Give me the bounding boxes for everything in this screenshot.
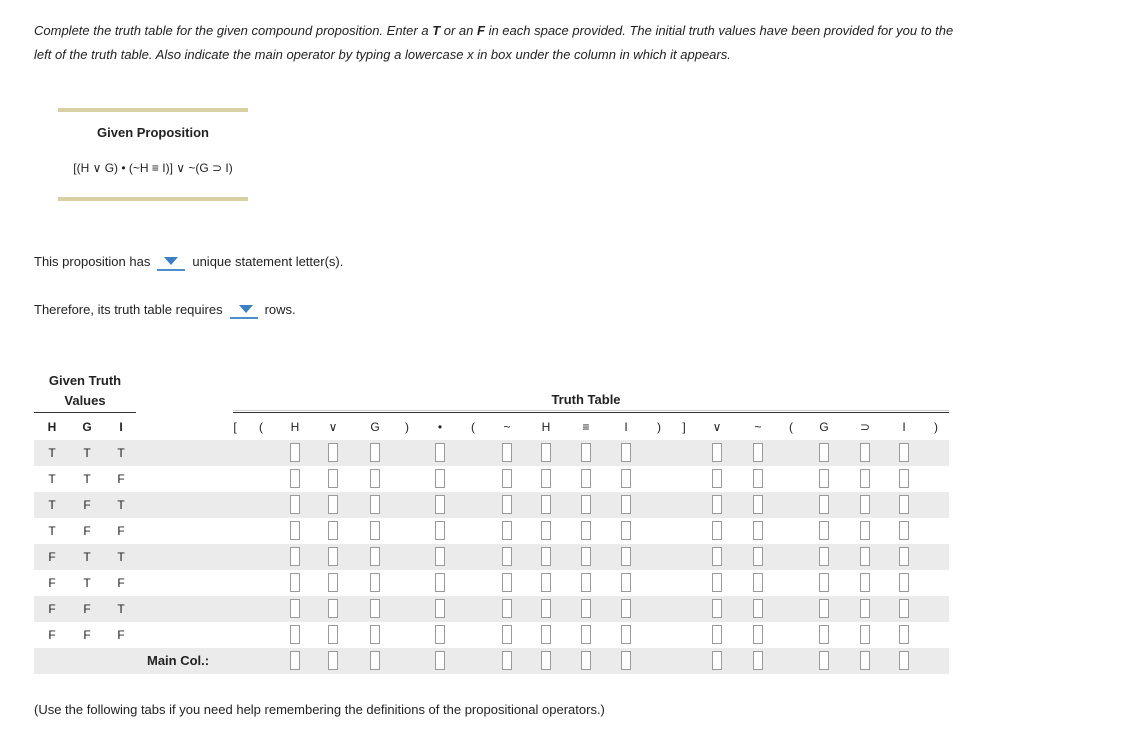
truth-value-input-box[interactable] [819, 547, 829, 566]
truth-table-symbol: ( [259, 420, 263, 434]
truth-value-input-box[interactable] [541, 573, 551, 592]
truth-value-input-box[interactable] [899, 521, 909, 540]
truth-value-input-box[interactable] [621, 443, 631, 462]
truth-value-input-box[interactable] [860, 547, 870, 566]
main-col-input-box[interactable] [621, 651, 631, 670]
truth-value-input-box[interactable] [581, 625, 591, 644]
truth-table-symbol: H [290, 420, 300, 434]
table-row [34, 492, 949, 518]
truth-value-input-box[interactable] [290, 573, 300, 592]
question-letters [34, 253, 343, 269]
given-value: F [117, 576, 125, 590]
given-value: F [83, 498, 91, 512]
table-row [34, 596, 949, 622]
main-col-input-box[interactable] [541, 651, 551, 670]
truth-table-symbol: ~ [754, 420, 762, 434]
main-col-input-box[interactable] [290, 651, 300, 670]
truth-value-input-box[interactable] [435, 521, 445, 540]
given-value: T [48, 524, 56, 538]
truth-value-input-box[interactable] [621, 469, 631, 488]
truth-value-input-box[interactable] [581, 599, 591, 618]
given-value: T [117, 550, 125, 564]
truth-value-input-box[interactable] [753, 443, 763, 462]
question-rows [34, 301, 296, 317]
table-row [34, 570, 949, 596]
truth-value-input-box[interactable] [753, 521, 763, 540]
truth-value-input-box[interactable] [753, 625, 763, 644]
truth-value-input-box[interactable] [502, 573, 512, 592]
given-value: F [48, 602, 56, 616]
truth-value-input-box[interactable] [502, 547, 512, 566]
truth-value-input-box[interactable] [712, 521, 722, 540]
truth-value-input-box[interactable] [860, 469, 870, 488]
truth-value-input-box[interactable] [370, 521, 380, 540]
main-col-input-box[interactable] [899, 651, 909, 670]
table-row [34, 466, 949, 492]
given-value: T [48, 498, 56, 512]
truth-value-input-box[interactable] [621, 495, 631, 514]
truth-value-input-box[interactable] [502, 495, 512, 514]
truth-table-symbol: ⊃ [859, 420, 871, 434]
truth-value-input-box[interactable] [290, 547, 300, 566]
truth-value-input-box[interactable] [581, 573, 591, 592]
truth-value-input-box[interactable] [328, 547, 338, 566]
given-value: T [117, 498, 125, 512]
truth-value-input-box[interactable] [712, 443, 722, 462]
main-col-input-box[interactable] [819, 651, 829, 670]
given-value: T [83, 472, 91, 486]
truth-value-input-box[interactable] [328, 599, 338, 618]
truth-value-input-box[interactable] [328, 573, 338, 592]
truth-value-input-box[interactable] [712, 599, 722, 618]
truth-value-input-box[interactable] [753, 495, 763, 514]
truth-value-input-box[interactable] [435, 547, 445, 566]
truth-value-input-box[interactable] [860, 625, 870, 644]
truth-value-input-box[interactable] [899, 599, 909, 618]
truth-value-input-box[interactable] [899, 547, 909, 566]
truth-table-symbol: ∨ [712, 420, 722, 434]
truth-value-input-box[interactable] [502, 443, 512, 462]
truth-value-input-box[interactable] [541, 625, 551, 644]
truth-value-input-box[interactable] [753, 573, 763, 592]
question-letters-before: This proposition has [34, 253, 151, 269]
given-value: T [83, 576, 91, 590]
truth-value-input-box[interactable] [860, 521, 870, 540]
truth-value-input-box[interactable] [541, 469, 551, 488]
truth-value-input-box[interactable] [370, 547, 380, 566]
given-truth-title-line2: Values [64, 393, 106, 408]
instructions-part1: Complete the truth table for the given compound proposition. Enter a [34, 23, 433, 38]
truth-table-symbol: • [437, 420, 443, 434]
given-value: F [48, 576, 56, 590]
truth-value-input-box[interactable] [819, 573, 829, 592]
main-col-input-box[interactable] [753, 651, 763, 670]
given-proposition-panel [58, 108, 248, 201]
given-column-header: H [47, 420, 57, 434]
truth-value-input-box[interactable] [899, 495, 909, 514]
truth-value-input-box[interactable] [860, 443, 870, 462]
question-rows-after: rows. [264, 301, 296, 317]
given-value: F [83, 602, 91, 616]
truth-value-input-box[interactable] [328, 625, 338, 644]
truth-value-input-box[interactable] [899, 443, 909, 462]
truth-table-symbol: ≡ [582, 420, 590, 434]
truth-value-input-box[interactable] [370, 495, 380, 514]
truth-value-input-box[interactable] [328, 521, 338, 540]
given-value: F [117, 524, 125, 538]
truth-value-input-box[interactable] [899, 573, 909, 592]
main-col-input-box[interactable] [860, 651, 870, 670]
given-value: T [83, 550, 91, 564]
truth-value-input-box[interactable] [502, 599, 512, 618]
truth-value-input-box[interactable] [370, 573, 380, 592]
truth-value-input-box[interactable] [819, 521, 829, 540]
instructions-part2: or an [440, 23, 477, 38]
truth-value-input-box[interactable] [712, 469, 722, 488]
truth-value-input-box[interactable] [860, 495, 870, 514]
table-row [34, 622, 949, 648]
given-value: F [117, 472, 125, 486]
given-value: F [83, 628, 91, 642]
truth-value-input-box[interactable] [712, 547, 722, 566]
truth-value-input-box[interactable] [712, 495, 722, 514]
given-column-header: G [82, 420, 92, 434]
truth-value-input-box[interactable] [502, 521, 512, 540]
truth-table-symbol: ~ [503, 420, 511, 434]
given-truth-header [34, 371, 136, 411]
truth-value-input-box[interactable] [290, 495, 300, 514]
truth-value-input-box[interactable] [712, 573, 722, 592]
main-col-input-box[interactable] [328, 651, 338, 670]
truth-value-input-box[interactable] [621, 547, 631, 566]
instructions-part3: in each space provided. The initial truth values have been provided for you to the left of the truth table. Also indicate the main operator by typing a lowercase x in box under the column in which it appears. [34, 23, 954, 62]
truth-value-input-box[interactable] [712, 625, 722, 644]
given-value: F [117, 628, 125, 642]
truth-value-input-box[interactable] [621, 521, 631, 540]
main-col-input-box[interactable] [581, 651, 591, 670]
truth-value-input-box[interactable] [290, 469, 300, 488]
truth-table-symbol: ( [471, 420, 475, 434]
truth-table-divider [233, 412, 949, 413]
truth-table-symbol: ) [934, 420, 938, 434]
given-value: T [48, 472, 56, 486]
given-truth-divider [34, 412, 136, 413]
truth-value-input-box[interactable] [435, 625, 445, 644]
truth-value-input-box[interactable] [819, 495, 829, 514]
truth-value-input-box[interactable] [581, 547, 591, 566]
main-col-input-box[interactable] [370, 651, 380, 670]
truth-value-input-box[interactable] [541, 443, 551, 462]
main-col-input-box[interactable] [502, 651, 512, 670]
truth-value-input-box[interactable] [290, 521, 300, 540]
truth-table-symbol: ] [682, 420, 686, 434]
truth-value-input-box[interactable] [541, 495, 551, 514]
truth-table-symbol: I [902, 420, 906, 434]
truth-value-input-box[interactable] [290, 443, 300, 462]
instructions-t: T [432, 23, 441, 38]
truth-table-divider-light [233, 410, 949, 411]
truth-value-input-box[interactable] [435, 599, 445, 618]
truth-value-input-box[interactable] [328, 469, 338, 488]
truth-table-symbol: ) [657, 420, 661, 434]
truth-value-input-box[interactable] [370, 469, 380, 488]
truth-value-input-box[interactable] [899, 625, 909, 644]
truth-value-input-box[interactable] [370, 443, 380, 462]
truth-value-input-box[interactable] [581, 521, 591, 540]
truth-value-input-box[interactable] [541, 521, 551, 540]
truth-value-input-box[interactable] [860, 573, 870, 592]
table-row [34, 518, 949, 544]
given-value: T [117, 602, 125, 616]
truth-value-input-box[interactable] [860, 599, 870, 618]
truth-value-input-box[interactable] [502, 469, 512, 488]
truth-value-input-box[interactable] [435, 443, 445, 462]
main-col-label: Main Col.: [147, 653, 210, 668]
question-rows-before: Therefore, its truth table requires [34, 301, 223, 317]
truth-value-input-box[interactable] [502, 625, 512, 644]
given-column-header: I [119, 420, 123, 434]
truth-value-input-box[interactable] [435, 573, 445, 592]
main-col-input-box[interactable] [712, 651, 722, 670]
truth-value-input-box[interactable] [621, 573, 631, 592]
truth-value-input-box[interactable] [581, 443, 591, 462]
truth-table-symbol: G [370, 420, 380, 434]
given-proposition-expression: [(H ∨ G) • (~H ≡ I)] ∨ ~(G ⊃ I) [73, 161, 233, 175]
truth-value-input-box[interactable] [370, 625, 380, 644]
given-value: T [83, 446, 91, 460]
truth-value-input-box[interactable] [753, 599, 763, 618]
table-row [34, 440, 949, 466]
rows-count-dropdown[interactable] [230, 303, 258, 319]
truth-table-symbol: [ [233, 420, 237, 434]
truth-table-symbol: ( [789, 420, 793, 434]
instructions [34, 19, 964, 67]
question-letters-after: unique statement letter(s). [192, 253, 344, 269]
truth-value-input-box[interactable] [753, 469, 763, 488]
truth-table-symbol: H [541, 420, 551, 434]
truth-value-input-box[interactable] [435, 495, 445, 514]
given-truth-title-line1: Given Truth [48, 373, 122, 388]
instructions-f: F [477, 23, 485, 38]
truth-table-title: Truth Table [551, 392, 621, 407]
table-row [34, 544, 949, 570]
truth-table-symbol: ∨ [328, 420, 338, 434]
truth-value-input-box[interactable] [581, 469, 591, 488]
truth-table-symbol: G [819, 420, 829, 434]
truth-value-input-box[interactable] [899, 469, 909, 488]
footer-note: (Use the following tabs if you need help remembering the definitions of the propositional operators.) [34, 702, 605, 717]
truth-value-input-box[interactable] [328, 443, 338, 462]
truth-value-input-box[interactable] [819, 625, 829, 644]
given-value: T [48, 446, 56, 460]
truth-table-symbol: I [624, 420, 628, 434]
dropdown-arrow-icon [164, 257, 178, 265]
truth-value-input-box[interactable] [621, 599, 631, 618]
truth-value-input-box[interactable] [541, 599, 551, 618]
main-col-input-box[interactable] [435, 651, 445, 670]
truth-value-input-box[interactable] [541, 547, 551, 566]
truth-value-input-box[interactable] [621, 625, 631, 644]
given-value: F [48, 628, 56, 642]
given-value: T [117, 446, 125, 460]
given-value: F [48, 550, 56, 564]
truth-value-input-box[interactable] [819, 599, 829, 618]
truth-value-input-box[interactable] [290, 625, 300, 644]
truth-value-input-box[interactable] [435, 469, 445, 488]
truth-value-input-box[interactable] [581, 495, 591, 514]
dropdown-arrow-icon [239, 305, 253, 313]
given-value: F [83, 524, 91, 538]
truth-value-input-box[interactable] [753, 547, 763, 566]
truth-value-input-box[interactable] [370, 599, 380, 618]
truth-value-input-box[interactable] [328, 495, 338, 514]
truth-value-input-box[interactable] [819, 443, 829, 462]
truth-table-symbol: ) [405, 420, 409, 434]
truth-value-input-box[interactable] [290, 599, 300, 618]
given-proposition-title: Given Proposition [97, 125, 209, 140]
letters-count-dropdown[interactable] [157, 255, 185, 271]
truth-value-input-box[interactable] [819, 469, 829, 488]
